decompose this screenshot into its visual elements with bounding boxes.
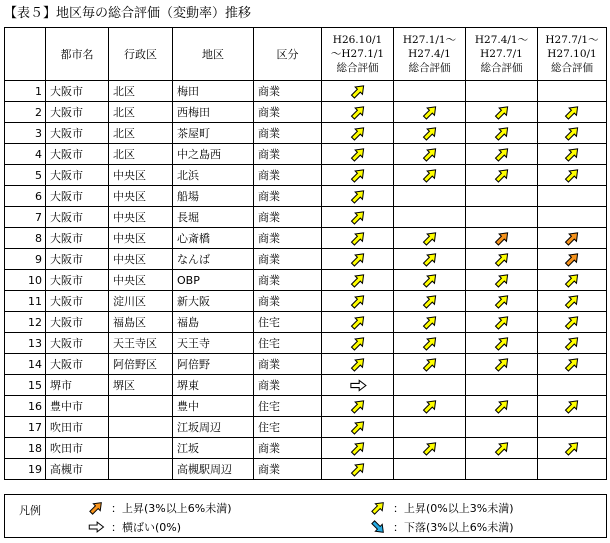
- header-district: 地区: [173, 28, 254, 81]
- city-cell: 大阪市: [46, 354, 109, 375]
- table-row: [5, 417, 607, 438]
- trend-cell: [538, 354, 607, 375]
- trend-cell: [466, 396, 538, 417]
- trend-cell: [466, 270, 538, 291]
- trend-up-low-arrow-icon: [347, 334, 369, 353]
- header-period-3: [466, 28, 538, 81]
- row-number: 17: [5, 417, 46, 438]
- district-cell: 西梅田: [173, 102, 254, 123]
- trend-cell: [466, 375, 538, 396]
- district-cell: 堺東: [173, 375, 254, 396]
- trend-cell: [538, 186, 607, 207]
- city-cell: 大阪市: [46, 333, 109, 354]
- ward-cell: 北区: [109, 102, 173, 123]
- trend-up-low-arrow-icon: [347, 166, 369, 185]
- legend-up-mid-label: ：上昇(3%以上6%未満): [111, 502, 232, 515]
- trend-cell: [466, 459, 538, 480]
- header-city: 都市名: [46, 28, 109, 81]
- trend-cell: [394, 228, 466, 249]
- city-cell: 大阪市: [46, 249, 109, 270]
- table-row: [5, 207, 607, 228]
- ward-cell: 福島区: [109, 312, 173, 333]
- city-cell: 吹田市: [46, 438, 109, 459]
- type-cell: 商業: [254, 375, 322, 396]
- trend-cell: [322, 459, 394, 480]
- city-cell: 堺市: [46, 375, 109, 396]
- legend-flat-arrow-icon: [85, 518, 111, 536]
- trend-up-low-arrow-icon: [491, 250, 513, 269]
- trend-cell: [394, 312, 466, 333]
- trend-up-low-arrow-icon: [419, 229, 441, 248]
- table-row: [5, 144, 607, 165]
- type-cell: 商業: [254, 459, 322, 480]
- trend-cell: [322, 207, 394, 228]
- trend-cell: [538, 375, 607, 396]
- row-number: 1: [5, 81, 46, 102]
- header-period-1-line-3: 総合評価: [336, 62, 379, 74]
- legend-up-low-label: ：上昇(0%以上3%未満): [393, 502, 514, 515]
- trend-cell: [538, 102, 607, 123]
- table-row: [5, 396, 607, 417]
- trend-up-low-arrow-icon: [561, 397, 583, 416]
- trend-cell: [322, 312, 394, 333]
- header-period-1-line-2: ～H27.1/1: [330, 48, 385, 60]
- trend-up-low-arrow-icon: [419, 397, 441, 416]
- type-cell: 住宅: [254, 312, 322, 333]
- type-cell: 商業: [254, 291, 322, 312]
- trend-up-low-arrow-icon: [491, 124, 513, 143]
- trend-up-low-arrow-icon: [419, 271, 441, 290]
- trend-up-low-arrow-icon: [561, 166, 583, 185]
- evaluation-table: [4, 27, 607, 480]
- district-cell: OBP: [173, 270, 254, 291]
- trend-cell: [394, 438, 466, 459]
- header-row: [5, 28, 607, 81]
- table-row: [5, 312, 607, 333]
- table-row: [5, 291, 607, 312]
- table-row: [5, 270, 607, 291]
- trend-cell: [466, 228, 538, 249]
- trend-cell: [394, 102, 466, 123]
- trend-cell: [322, 333, 394, 354]
- header-period-3-line-1: H27.4/1～: [474, 34, 529, 46]
- trend-up-low-arrow-icon: [347, 397, 369, 416]
- type-cell: 住宅: [254, 333, 322, 354]
- header-type: 区分: [254, 28, 322, 81]
- trend-cell: [538, 291, 607, 312]
- district-cell: 船場: [173, 186, 254, 207]
- trend-cell: [394, 81, 466, 102]
- legend-item-flat: [85, 518, 181, 536]
- city-cell: 大阪市: [46, 102, 109, 123]
- ward-cell: 中央区: [109, 270, 173, 291]
- table-row: [5, 81, 607, 102]
- table-row: [5, 123, 607, 144]
- trend-cell: [466, 123, 538, 144]
- row-number: 12: [5, 312, 46, 333]
- row-number: 9: [5, 249, 46, 270]
- trend-cell: [322, 270, 394, 291]
- trend-cell: [322, 102, 394, 123]
- header-ward: 行政区: [109, 28, 173, 81]
- city-cell: 大阪市: [46, 186, 109, 207]
- ward-cell: 天王寺区: [109, 333, 173, 354]
- city-cell: 大阪市: [46, 165, 109, 186]
- trend-up-mid-arrow-icon: [491, 229, 513, 248]
- type-cell: 商業: [254, 354, 322, 375]
- trend-cell: [394, 207, 466, 228]
- trend-cell: [322, 123, 394, 144]
- trend-cell: [466, 438, 538, 459]
- trend-cell: [538, 123, 607, 144]
- type-cell: 商業: [254, 102, 322, 123]
- trend-cell: [394, 354, 466, 375]
- trend-cell: [394, 165, 466, 186]
- trend-cell: [466, 291, 538, 312]
- trend-up-low-arrow-icon: [491, 334, 513, 353]
- ward-cell: [109, 396, 173, 417]
- trend-up-low-arrow-icon: [347, 250, 369, 269]
- trend-up-low-arrow-icon: [347, 313, 369, 332]
- trend-up-low-arrow-icon: [419, 334, 441, 353]
- legend-up-mid-arrow-icon: [85, 499, 111, 517]
- trend-cell: [538, 270, 607, 291]
- trend-up-low-arrow-icon: [419, 250, 441, 269]
- row-number: 18: [5, 438, 46, 459]
- ward-cell: 堺区: [109, 375, 173, 396]
- legend-up-low-arrow-icon: [367, 499, 393, 517]
- header-period-1: [322, 28, 394, 81]
- trend-up-low-arrow-icon: [561, 439, 583, 458]
- city-cell: 大阪市: [46, 270, 109, 291]
- trend-cell: [538, 249, 607, 270]
- trend-up-low-arrow-icon: [347, 439, 369, 458]
- trend-up-low-arrow-icon: [347, 292, 369, 311]
- row-number: 5: [5, 165, 46, 186]
- table-row: [5, 102, 607, 123]
- ward-cell: [109, 417, 173, 438]
- ward-cell: 中央区: [109, 249, 173, 270]
- type-cell: 商業: [254, 207, 322, 228]
- district-cell: なんば: [173, 249, 254, 270]
- district-cell: 長堀: [173, 207, 254, 228]
- header-period-4: [538, 28, 607, 81]
- trend-cell: [322, 417, 394, 438]
- trend-cell: [466, 144, 538, 165]
- trend-up-low-arrow-icon: [491, 313, 513, 332]
- trend-up-low-arrow-icon: [347, 355, 369, 374]
- city-cell: 吹田市: [46, 417, 109, 438]
- trend-cell: [394, 417, 466, 438]
- city-cell: 豊中市: [46, 396, 109, 417]
- trend-up-low-arrow-icon: [347, 103, 369, 122]
- trend-up-low-arrow-icon: [491, 292, 513, 311]
- table-row: [5, 333, 607, 354]
- row-number: 13: [5, 333, 46, 354]
- trend-cell: [538, 228, 607, 249]
- trend-up-low-arrow-icon: [347, 271, 369, 290]
- district-cell: 江坂周辺: [173, 417, 254, 438]
- trend-up-low-arrow-icon: [561, 103, 583, 122]
- district-cell: 茶屋町: [173, 123, 254, 144]
- trend-up-mid-arrow-icon: [561, 250, 583, 269]
- type-cell: 商業: [254, 249, 322, 270]
- ward-cell: [109, 459, 173, 480]
- trend-up-low-arrow-icon: [491, 103, 513, 122]
- district-cell: 北浜: [173, 165, 254, 186]
- trend-cell: [394, 375, 466, 396]
- trend-up-low-arrow-icon: [561, 355, 583, 374]
- city-cell: 大阪市: [46, 312, 109, 333]
- trend-cell: [538, 165, 607, 186]
- ward-cell: [109, 438, 173, 459]
- table-row: [5, 438, 607, 459]
- ward-cell: 北区: [109, 81, 173, 102]
- trend-cell: [538, 207, 607, 228]
- row-number: 11: [5, 291, 46, 312]
- district-cell: 江坂: [173, 438, 254, 459]
- trend-cell: [538, 438, 607, 459]
- trend-up-low-arrow-icon: [561, 271, 583, 290]
- trend-cell: [466, 207, 538, 228]
- legend-item-up-mid: [85, 499, 231, 517]
- row-number: 15: [5, 375, 46, 396]
- type-cell: 住宅: [254, 417, 322, 438]
- table-row: [5, 165, 607, 186]
- header-period-4-line-1: H27.7/1～: [545, 34, 599, 46]
- district-cell: 豊中: [173, 396, 254, 417]
- table-row: [5, 459, 607, 480]
- trend-cell: [322, 375, 394, 396]
- table-body: [5, 81, 607, 480]
- ward-cell: 淀川区: [109, 291, 173, 312]
- trend-cell: [538, 312, 607, 333]
- ward-cell: 中央区: [109, 186, 173, 207]
- header-period-2-line-2: H27.4/1: [408, 48, 451, 60]
- row-number: 16: [5, 396, 46, 417]
- district-cell: 天王寺: [173, 333, 254, 354]
- trend-up-low-arrow-icon: [491, 397, 513, 416]
- legend: [4, 494, 607, 538]
- trend-up-low-arrow-icon: [561, 124, 583, 143]
- trend-cell: [538, 144, 607, 165]
- ward-cell: 北区: [109, 123, 173, 144]
- trend-up-low-arrow-icon: [347, 460, 369, 479]
- trend-up-low-arrow-icon: [561, 145, 583, 164]
- trend-flat-arrow-icon: [347, 376, 369, 395]
- type-cell: 商業: [254, 123, 322, 144]
- trend-cell: [538, 333, 607, 354]
- city-cell: 大阪市: [46, 291, 109, 312]
- header-period-1-line-1: H26.10/1: [332, 34, 383, 46]
- district-cell: 福島: [173, 312, 254, 333]
- trend-cell: [466, 249, 538, 270]
- trend-cell: [394, 144, 466, 165]
- district-cell: 中之島西: [173, 144, 254, 165]
- trend-cell: [394, 291, 466, 312]
- trend-cell: [538, 417, 607, 438]
- header-no: [5, 28, 46, 81]
- type-cell: 住宅: [254, 396, 322, 417]
- trend-up-low-arrow-icon: [561, 313, 583, 332]
- type-cell: 商業: [254, 270, 322, 291]
- trend-cell: [322, 228, 394, 249]
- row-number: 19: [5, 459, 46, 480]
- trend-cell: [538, 396, 607, 417]
- table-row: [5, 228, 607, 249]
- trend-cell: [538, 81, 607, 102]
- district-cell: 高槻駅周辺: [173, 459, 254, 480]
- trend-cell: [466, 312, 538, 333]
- trend-up-low-arrow-icon: [491, 145, 513, 164]
- trend-cell: [394, 333, 466, 354]
- district-cell: 新大阪: [173, 291, 254, 312]
- type-cell: 商業: [254, 186, 322, 207]
- trend-cell: [466, 102, 538, 123]
- trend-cell: [394, 186, 466, 207]
- ward-cell: 中央区: [109, 207, 173, 228]
- trend-cell: [394, 249, 466, 270]
- table-row: [5, 354, 607, 375]
- trend-up-low-arrow-icon: [347, 187, 369, 206]
- trend-up-low-arrow-icon: [491, 439, 513, 458]
- trend-up-low-arrow-icon: [347, 145, 369, 164]
- header-period-2-line-3: 総合評価: [408, 62, 451, 74]
- trend-up-low-arrow-icon: [419, 355, 441, 374]
- header-period-2: [394, 28, 466, 81]
- trend-cell: [466, 417, 538, 438]
- type-cell: 商業: [254, 144, 322, 165]
- trend-up-low-arrow-icon: [347, 82, 369, 101]
- type-cell: 商業: [254, 81, 322, 102]
- ward-cell: 中央区: [109, 165, 173, 186]
- trend-cell: [466, 354, 538, 375]
- trend-up-low-arrow-icon: [419, 439, 441, 458]
- trend-cell: [322, 291, 394, 312]
- trend-up-low-arrow-icon: [347, 124, 369, 143]
- trend-cell: [322, 81, 394, 102]
- city-cell: 大阪市: [46, 207, 109, 228]
- trend-up-low-arrow-icon: [561, 292, 583, 311]
- trend-cell: [394, 459, 466, 480]
- legend-flat-label: ：横ばい(0%): [111, 521, 182, 534]
- legend-title: 凡例: [19, 504, 41, 517]
- trend-cell: [466, 165, 538, 186]
- legend-down-arrow-icon: [367, 518, 393, 536]
- table-row: [5, 186, 607, 207]
- trend-cell: [322, 354, 394, 375]
- table-title: 【表５】地区毎の総合評価（変動率）推移: [4, 6, 252, 21]
- trend-up-low-arrow-icon: [561, 334, 583, 353]
- trend-cell: [466, 333, 538, 354]
- trend-cell: [538, 459, 607, 480]
- type-cell: 商業: [254, 165, 322, 186]
- trend-cell: [322, 165, 394, 186]
- trend-cell: [322, 438, 394, 459]
- trend-cell: [394, 123, 466, 144]
- trend-up-mid-arrow-icon: [561, 229, 583, 248]
- legend-item-down: [367, 518, 513, 536]
- city-cell: 大阪市: [46, 81, 109, 102]
- trend-up-low-arrow-icon: [419, 166, 441, 185]
- header-period-2-line-1: H27.1/1～: [402, 34, 457, 46]
- district-cell: 心斎橋: [173, 228, 254, 249]
- trend-up-low-arrow-icon: [347, 208, 369, 227]
- trend-up-low-arrow-icon: [491, 166, 513, 185]
- trend-cell: [466, 186, 538, 207]
- trend-up-low-arrow-icon: [419, 124, 441, 143]
- city-cell: 高槻市: [46, 459, 109, 480]
- row-number: 10: [5, 270, 46, 291]
- row-number: 6: [5, 186, 46, 207]
- header-period-3-line-3: 総合評価: [480, 62, 523, 74]
- type-cell: 商業: [254, 228, 322, 249]
- legend-down-label: ：下落(3%以上6%未満): [393, 521, 514, 534]
- city-cell: 大阪市: [46, 228, 109, 249]
- table-row: [5, 375, 607, 396]
- trend-cell: [394, 396, 466, 417]
- trend-up-low-arrow-icon: [419, 103, 441, 122]
- type-cell: 商業: [254, 438, 322, 459]
- trend-up-low-arrow-icon: [419, 292, 441, 311]
- trend-cell: [322, 186, 394, 207]
- trend-cell: [466, 81, 538, 102]
- trend-cell: [322, 249, 394, 270]
- district-cell: 梅田: [173, 81, 254, 102]
- ward-cell: 阿倍野区: [109, 354, 173, 375]
- city-cell: 大阪市: [46, 123, 109, 144]
- ward-cell: 中央区: [109, 228, 173, 249]
- district-cell: 阿倍野: [173, 354, 254, 375]
- row-number: 2: [5, 102, 46, 123]
- city-cell: 大阪市: [46, 144, 109, 165]
- row-number: 14: [5, 354, 46, 375]
- header-period-4-line-3: 総合評価: [551, 62, 593, 74]
- trend-up-low-arrow-icon: [491, 271, 513, 290]
- header-period-4-line-2: H27.10/1: [547, 48, 597, 60]
- trend-cell: [394, 270, 466, 291]
- table-row: [5, 249, 607, 270]
- trend-up-low-arrow-icon: [419, 145, 441, 164]
- row-number: 3: [5, 123, 46, 144]
- legend-item-up-low: [367, 499, 513, 517]
- trend-up-low-arrow-icon: [347, 229, 369, 248]
- ward-cell: 北区: [109, 144, 173, 165]
- trend-up-low-arrow-icon: [347, 418, 369, 437]
- trend-cell: [322, 144, 394, 165]
- trend-cell: [322, 396, 394, 417]
- row-number: 4: [5, 144, 46, 165]
- row-number: 7: [5, 207, 46, 228]
- header-period-3-line-2: H27.7/1: [480, 48, 523, 60]
- trend-up-low-arrow-icon: [419, 313, 441, 332]
- row-number: 8: [5, 228, 46, 249]
- trend-up-low-arrow-icon: [491, 355, 513, 374]
